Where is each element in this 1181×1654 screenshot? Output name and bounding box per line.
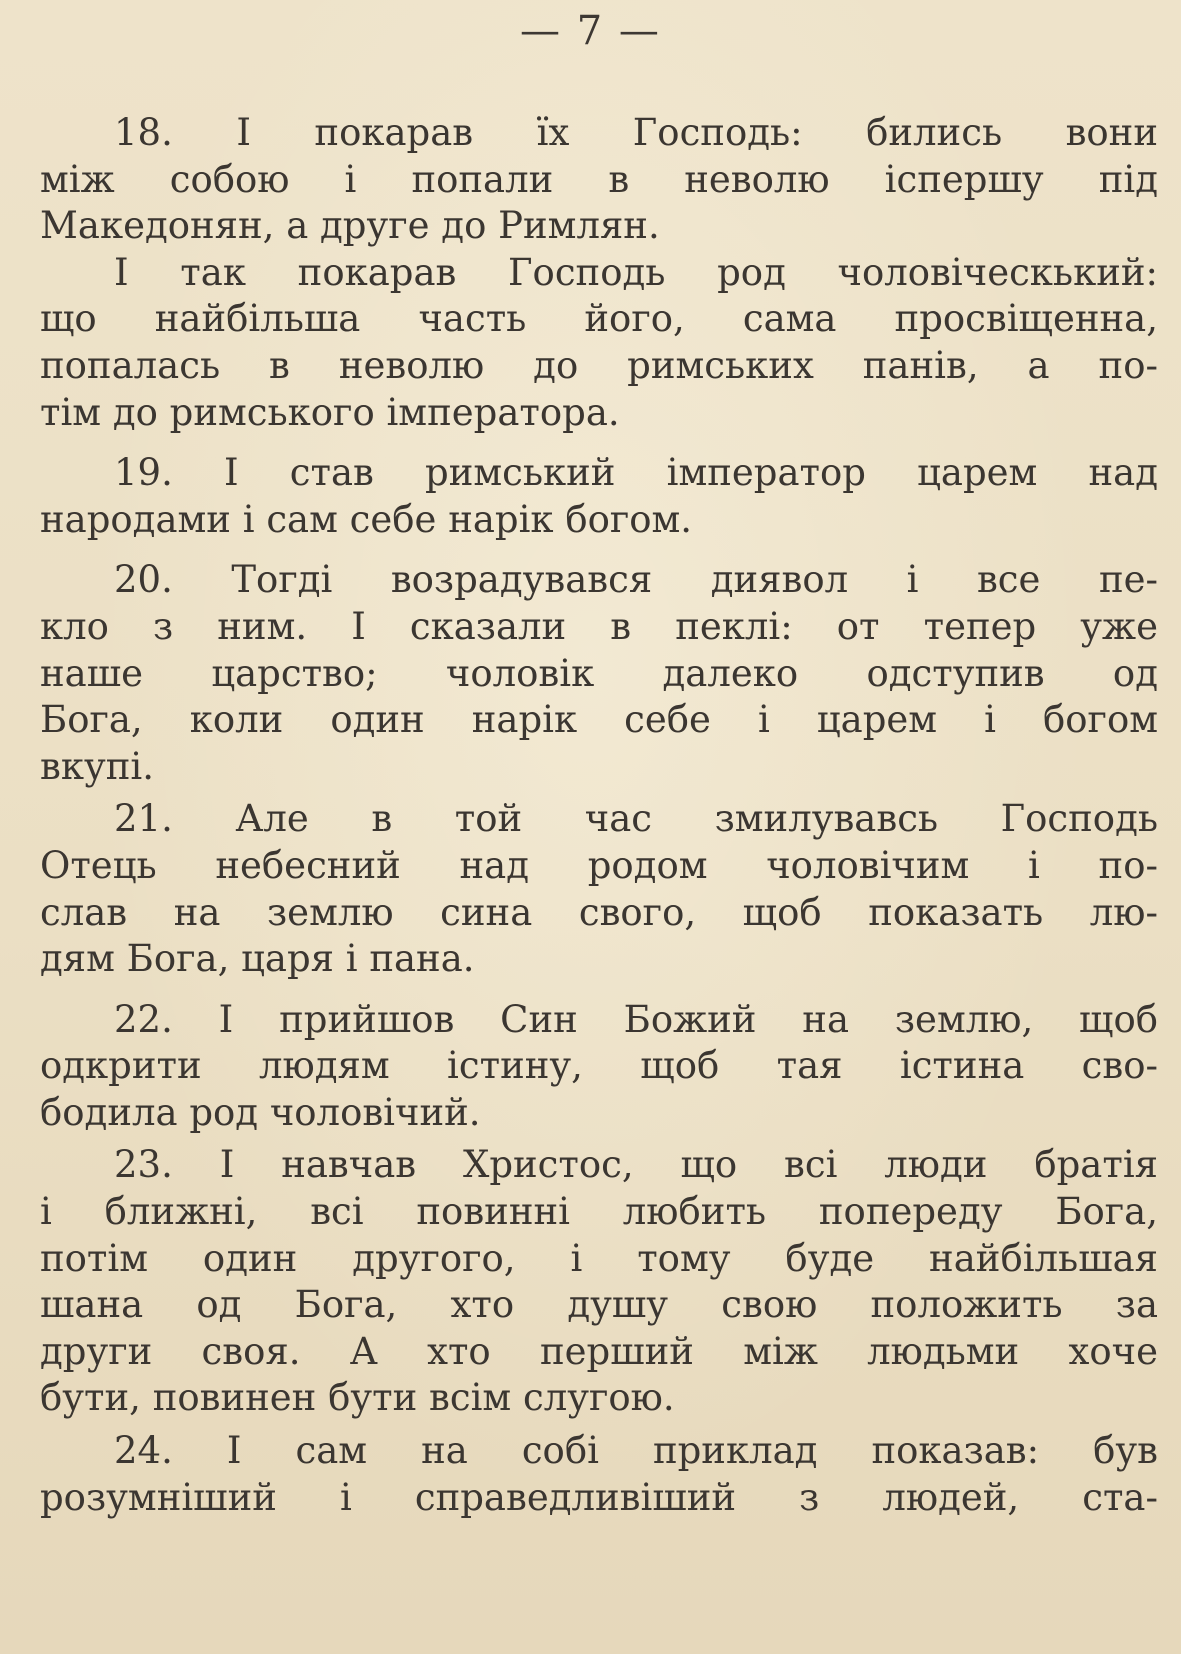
text-line: шана од Бога, хто душу свою положить за (40, 1283, 1158, 1327)
text-line: І так покарав Господь род чоловіческький: (114, 250, 1158, 294)
text-line: народами і сам себе нарік богом. (40, 497, 693, 541)
text-line: 18. І покарав їх Господь: бились вони (114, 111, 1158, 154)
page-body-text (40, 110, 1158, 1521)
text-line: що найбільша часть його, сама просвіщенна, (40, 297, 1158, 341)
text-line: кло з ним. І сказали в пеклі: от тепер уже (40, 604, 1158, 648)
text-line: потім один другого, і тому буде найбільшая (40, 1236, 1158, 1280)
text-line: Отець небесний над родом чоловічим і по- (40, 843, 1158, 887)
text-line: 19. І став римський імператор царем над (114, 451, 1158, 495)
text-line: други своя. А хто перший між людьми хоче (40, 1329, 1158, 1373)
text-line: бути, повинен бути всім слугою. (40, 1376, 675, 1420)
text-line: попалась в неволю до римських панів, а по- (40, 343, 1158, 387)
text-line: вкупі. (40, 744, 154, 788)
text-line: наше царство; чоловік далеко одступив од (40, 651, 1158, 695)
text-line: між собою і попали в неволю іспершу під (40, 157, 1158, 201)
text-line: 21. Але в той час змилувавсь Господь (114, 797, 1158, 841)
text-line: тім до римського імператора. (40, 390, 620, 434)
text-line: слав на землю сина свого, щоб показать лю- (40, 890, 1158, 934)
text-line: розумніший і справедливіший з людей, ста- (40, 1475, 1158, 1519)
text-line: 22. І прийшов Син Божий на землю, щоб (114, 997, 1158, 1041)
text-line: 24. І сам на собі приклад показав: був (114, 1429, 1158, 1473)
text-line: 23. І навчав Христос, що всі люди братія (114, 1143, 1158, 1187)
text-line: і ближні, всі повинні любить попереду Бога, (40, 1190, 1158, 1234)
text-line: 20. Тогді возрадувався диявол і все пе- (114, 558, 1158, 602)
text-line: Македонян, а друге до Римлян. (40, 204, 660, 248)
text-line: бодила род чоловічий. (40, 1090, 481, 1134)
page-number: — 7 — (520, 8, 661, 54)
text-line: одкрити людям істину, щоб тая істина сво- (40, 1044, 1158, 1088)
text-line: Бога, коли один нарік себе і царем і богом (40, 698, 1158, 742)
text-line: дям Бога, царя і пана. (40, 937, 475, 981)
